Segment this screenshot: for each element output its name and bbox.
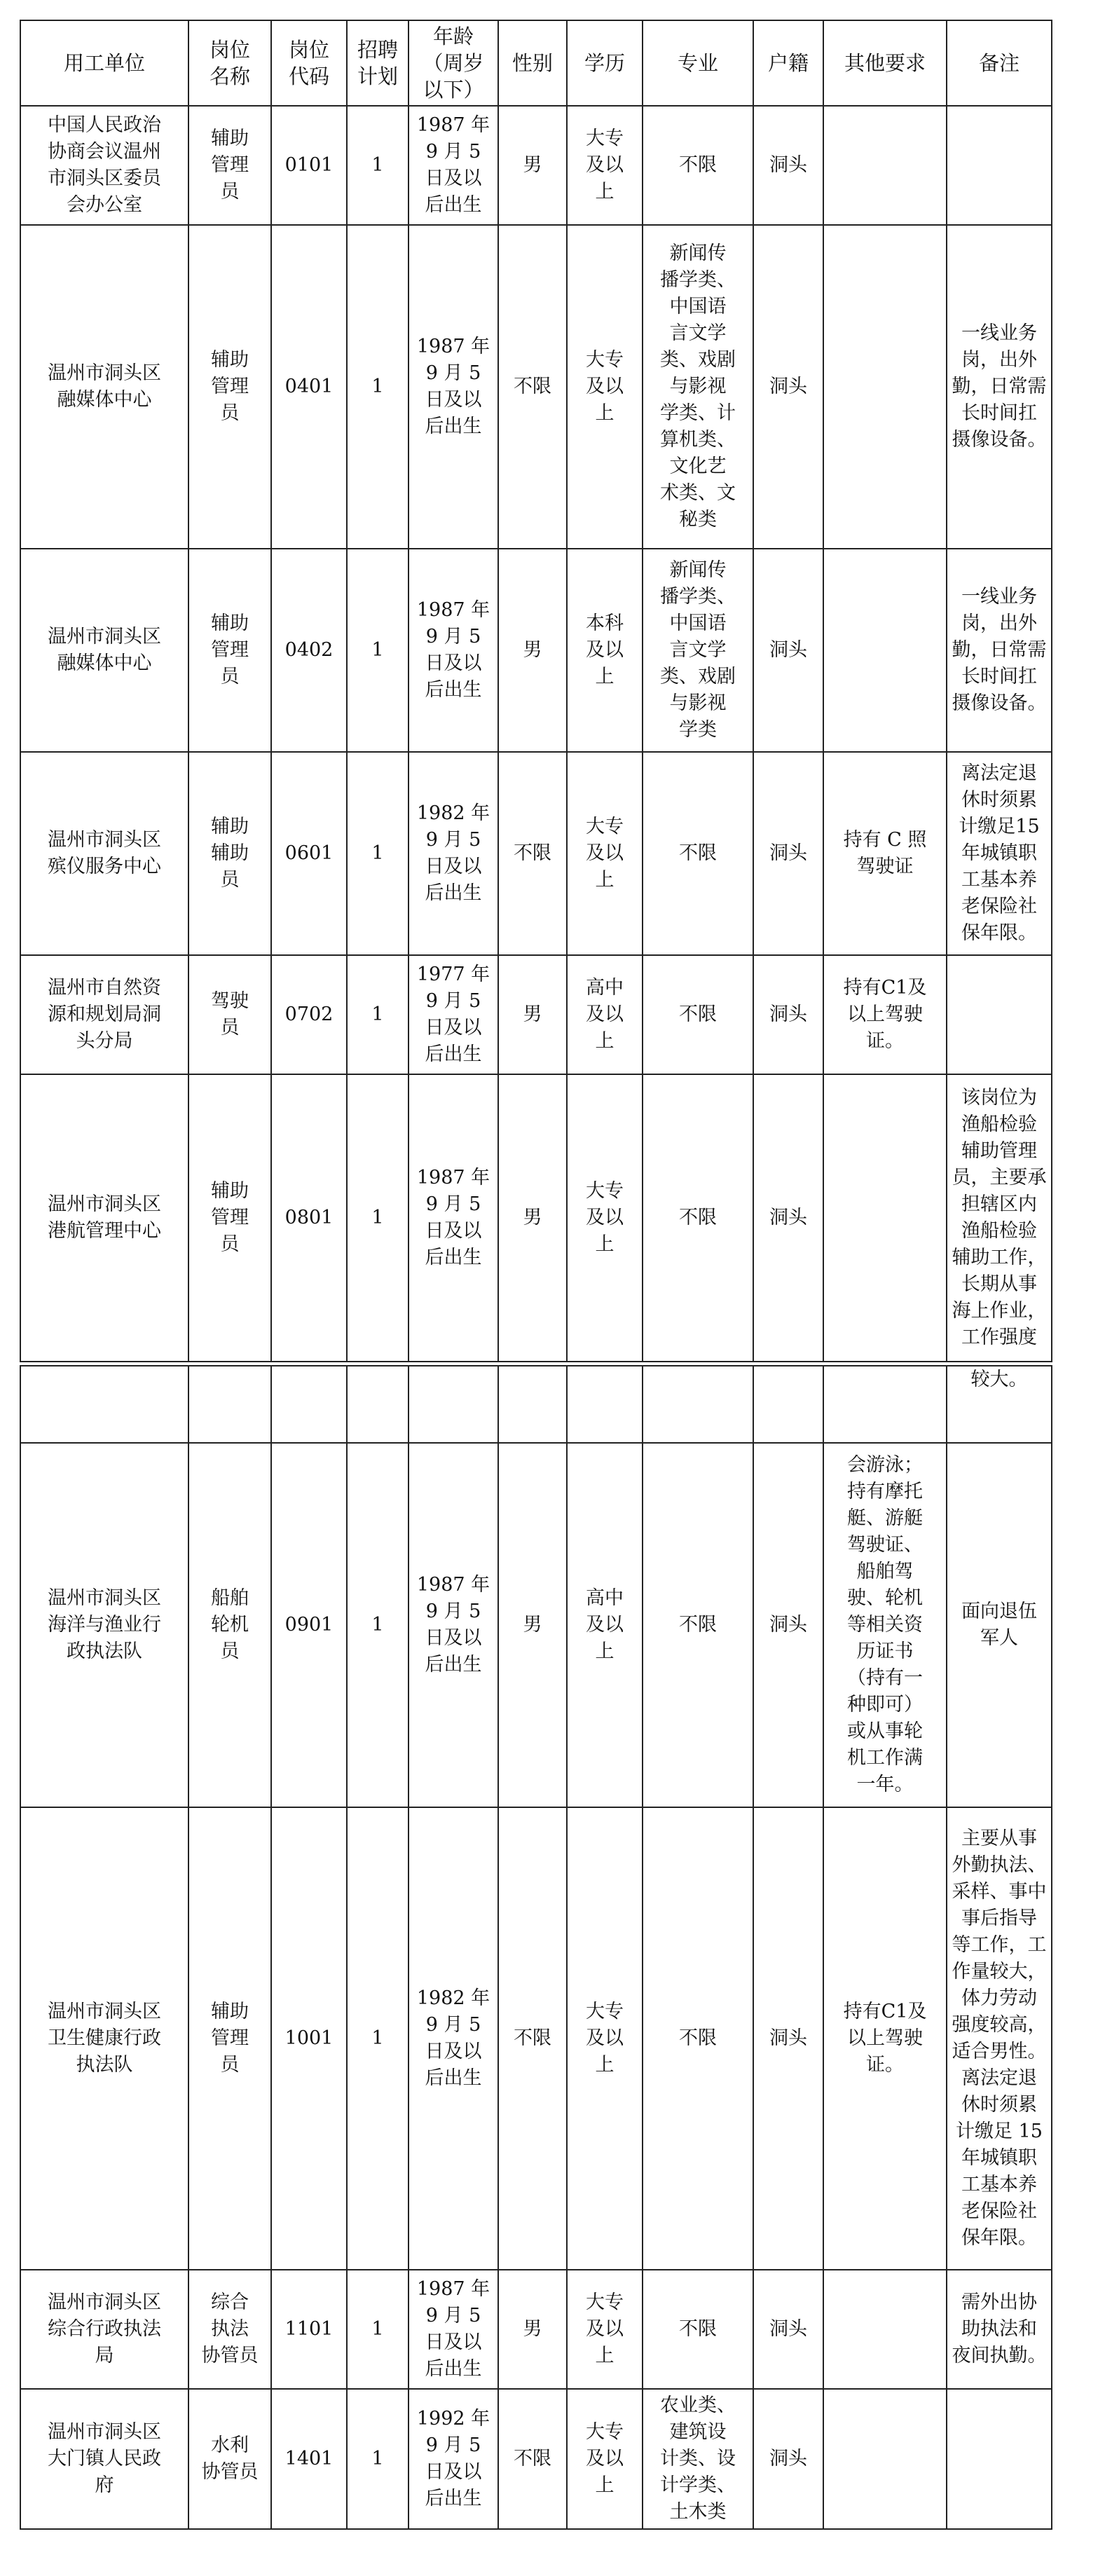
recruitment-table-page-2: [20, 1365, 1052, 2530]
cell-quota: 1: [347, 2389, 409, 2529]
cell-education: 大专 及以 上: [567, 2270, 643, 2389]
header-education: 学历: [567, 20, 643, 106]
cell-code: 0601: [271, 752, 347, 955]
cell-quota: 1: [347, 955, 409, 1074]
cell-notes: 面向退伍 军人: [947, 1443, 1052, 1807]
recruitment-table-page-1: [20, 20, 1052, 1362]
cell-notes: 离法定退 休时须累 计缴足15 年城镇职 工基本养 老保险社 保年限。: [947, 752, 1052, 955]
table-row: [20, 955, 1052, 1074]
cell-age: 1987 年 9 月 5 日及以 后出生: [409, 106, 498, 225]
cell-education: 本科 及以 上: [567, 549, 643, 752]
cell-other: 持有C1及 以上驾驶 证。: [823, 1807, 947, 2270]
cell-unit: 温州市洞头区 卫生健康行政 执法队: [20, 1807, 188, 2270]
cell-hukou: 洞头: [753, 225, 823, 549]
cell-gender: 男: [498, 1074, 567, 1362]
cell-position: 综合 执法 协管员: [188, 2270, 271, 2389]
cell-other: [823, 106, 947, 225]
cell-major: 新闻传 播学类、 中国语 言文学 类、戏剧 与影视 学类、计 算机类、 文化艺 术类、文 秘类: [643, 225, 753, 549]
table-row: [20, 1443, 1052, 1807]
table-row: [20, 225, 1052, 549]
cell-hukou: 洞头: [753, 1443, 823, 1807]
cell-notes-continued: 较大。: [947, 1366, 1052, 1443]
cell-notes: [947, 2389, 1052, 2529]
cell-major: 不限: [643, 1074, 753, 1362]
cell-position: 船舶 轮机 员: [188, 1443, 271, 1807]
cell-code: 1401: [271, 2389, 347, 2529]
cell-code: 1001: [271, 1807, 347, 2270]
cell-unit: 中国人民政治 协商会议温州 市洞头区委员 会办公室: [20, 106, 188, 225]
cell-other: 会游泳； 持有摩托 艇、游艇 驾驶证、 船舶驾 驶、轮机 等相关资 历证书 （持有一 种即可） 或从事轮 机工作满 一年。: [823, 1443, 947, 1807]
cell-gender: 男: [498, 549, 567, 752]
cell-gender: 不限: [498, 752, 567, 955]
cell-hukou: 洞头: [753, 1074, 823, 1362]
cell-major: 不限: [643, 1443, 753, 1807]
cell-quota: 1: [347, 1807, 409, 2270]
cell-gender: 男: [498, 955, 567, 1074]
cell-other: 持有 C 照 驾驶证: [823, 752, 947, 955]
cell-education: 大专 及以 上: [567, 225, 643, 549]
header-position: 岗位 名称: [188, 20, 271, 106]
cell-code: 0901: [271, 1443, 347, 1807]
header-other: 其他要求: [823, 20, 947, 106]
cell-major: 不限: [643, 955, 753, 1074]
header-quota: 招聘 计划: [347, 20, 409, 106]
table-row: [20, 106, 1052, 225]
cell-age: 1987 年 9 月 5 日及以 后出生: [409, 2270, 498, 2389]
cell-major: 不限: [643, 106, 753, 225]
table-row: [20, 1074, 1052, 1362]
cell-age: 1992 年 9 月 5 日及以 后出生: [409, 2389, 498, 2529]
cell-age: 1987 年 9 月 5 日及以 后出生: [409, 549, 498, 752]
cell-notes: [947, 955, 1052, 1074]
cell-age: 1987 年 9 月 5 日及以 后出生: [409, 225, 498, 549]
cell-hukou: 洞头: [753, 752, 823, 955]
cell-position: 驾驶 员: [188, 955, 271, 1074]
cell-education: 大专 及以 上: [567, 1807, 643, 2270]
cell-notes: 需外出协 助执法和 夜间执勤。: [947, 2270, 1052, 2389]
cell-code: 1101: [271, 2270, 347, 2389]
cell-other: [823, 225, 947, 549]
cell-other: [823, 2270, 947, 2389]
cell-quota: 1: [347, 225, 409, 549]
cell-notes: 主要从事 外勤执法、 采样、事中 事后指导 等工作，工 作量较大， 体力劳动 强度较高， 适合男性。 离法定退 休时须累 计缴足 15 年城镇职 工基本养 老保险社 保年限。: [947, 1807, 1052, 2270]
cell-education: 大专 及以 上: [567, 1074, 643, 1362]
cell-notes: 一线业务 岗，出外 勤，日常需 长时间扛 摄像设备。: [947, 225, 1052, 549]
cell-education: 高中 及以 上: [567, 1443, 643, 1807]
cell-gender: 不限: [498, 1807, 567, 2270]
header-notes: 备注: [947, 20, 1052, 106]
continuation-row: [20, 1366, 1052, 1443]
cell-age: 1987 年 9 月 5 日及以 后出生: [409, 1443, 498, 1807]
cell-other: 持有C1及 以上驾驶 证。: [823, 955, 947, 1074]
cell-education: 大专 及以 上: [567, 752, 643, 955]
header-major: 专业: [643, 20, 753, 106]
cell-code: 0401: [271, 225, 347, 549]
cell-code: 0402: [271, 549, 347, 752]
cell-gender: 男: [498, 106, 567, 225]
cell-unit: 温州市洞头区 融媒体中心: [20, 549, 188, 752]
cell-quota: 1: [347, 2270, 409, 2389]
cell-position: 辅助 辅助 员: [188, 752, 271, 955]
header-hukou: 户籍: [753, 20, 823, 106]
cell-hukou: 洞头: [753, 549, 823, 752]
cell-gender: 男: [498, 1443, 567, 1807]
cell-age: 1977 年 9 月 5 日及以 后出生: [409, 955, 498, 1074]
cell-unit: 温州市洞头区 殡仪服务中心: [20, 752, 188, 955]
cell-code: 0101: [271, 106, 347, 225]
table-row: [20, 1807, 1052, 2270]
cell-quota: 1: [347, 1074, 409, 1362]
table-row: [20, 549, 1052, 752]
cell-position: 辅助 管理 员: [188, 225, 271, 549]
cell-position: 水利 协管员: [188, 2389, 271, 2529]
cell-major: 不限: [643, 1807, 753, 2270]
cell-hukou: 洞头: [753, 955, 823, 1074]
cell-code: 0702: [271, 955, 347, 1074]
header-row: [20, 20, 1052, 106]
header-unit: 用工单位: [20, 20, 188, 106]
cell-position: 辅助 管理 员: [188, 549, 271, 752]
table-row: [20, 752, 1052, 955]
cell-hukou: 洞头: [753, 2270, 823, 2389]
cell-other: [823, 2389, 947, 2529]
header-age: 年龄 （周岁 以下）: [409, 20, 498, 106]
cell-unit: 温州市自然资 源和规划局洞 头分局: [20, 955, 188, 1074]
table-row: [20, 2389, 1052, 2529]
header-code: 岗位 代码: [271, 20, 347, 106]
cell-quota: 1: [347, 752, 409, 955]
cell-education: 大专 及以 上: [567, 2389, 643, 2529]
cell-unit: 温州市洞头区 大门镇人民政 府: [20, 2389, 188, 2529]
cell-major: 农业类、 建筑设 计类、设 计学类、 土木类: [643, 2389, 753, 2529]
cell-position: 辅助 管理 员: [188, 1807, 271, 2270]
cell-unit: 温州市洞头区 综合行政执法 局: [20, 2270, 188, 2389]
cell-gender: 不限: [498, 2389, 567, 2529]
cell-gender: 男: [498, 2270, 567, 2389]
cell-unit: 温州市洞头区 融媒体中心: [20, 225, 188, 549]
cell-other: [823, 1074, 947, 1362]
cell-quota: 1: [347, 1443, 409, 1807]
cell-code: 0801: [271, 1074, 347, 1362]
cell-quota: 1: [347, 549, 409, 752]
cell-age: 1982 年 9 月 5 日及以 后出生: [409, 752, 498, 955]
header-gender: 性别: [498, 20, 567, 106]
table-row: [20, 2270, 1052, 2389]
cell-hukou: 洞头: [753, 2389, 823, 2529]
cell-position: 辅助 管理 员: [188, 106, 271, 225]
cell-unit: 温州市洞头区 海洋与渔业行 政执法队: [20, 1443, 188, 1807]
cell-education: 高中 及以 上: [567, 955, 643, 1074]
cell-hukou: 洞头: [753, 1807, 823, 2270]
cell-quota: 1: [347, 106, 409, 225]
cell-notes: [947, 106, 1052, 225]
cell-notes: 一线业务 岗，出外 勤，日常需 长时间扛 摄像设备。: [947, 549, 1052, 752]
cell-position: 辅助 管理 员: [188, 1074, 271, 1362]
cell-age: 1982 年 9 月 5 日及以 后出生: [409, 1807, 498, 2270]
cell-major: 不限: [643, 2270, 753, 2389]
cell-education: 大专 及以 上: [567, 106, 643, 225]
cell-major: 新闻传 播学类、 中国语 言文学 类、戏剧 与影视 学类: [643, 549, 753, 752]
cell-hukou: 洞头: [753, 106, 823, 225]
cell-major: 不限: [643, 752, 753, 955]
cell-age: 1987 年 9 月 5 日及以 后出生: [409, 1074, 498, 1362]
cell-gender: 不限: [498, 225, 567, 549]
cell-notes: 该岗位为 渔船检验 辅助管理 员，主要承 担辖区内 渔船检验 辅助工作， 长期从事 海上作业， 工作强度: [947, 1074, 1052, 1362]
cell-unit: 温州市洞头区 港航管理中心: [20, 1074, 188, 1362]
cell-other: [823, 549, 947, 752]
